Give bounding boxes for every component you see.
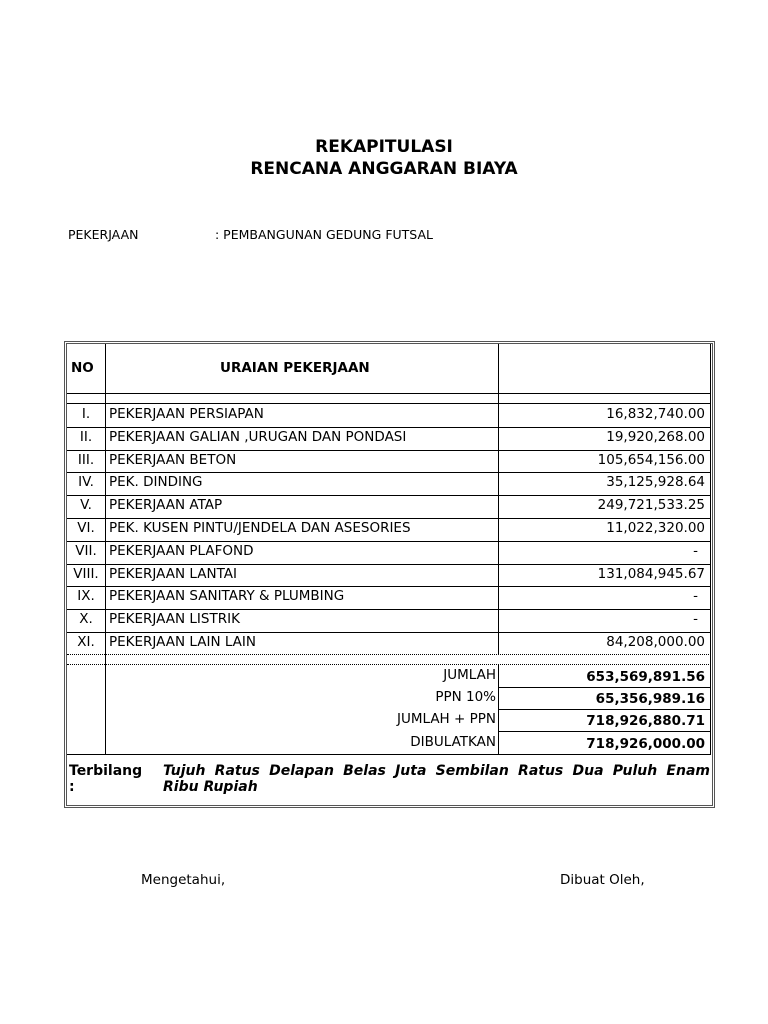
summary-divider [498, 709, 711, 710]
row-description: PEK. KUSEN PINTU/JENDELA DAN ASESORIES [109, 520, 411, 536]
summary-value: 718,926,880.71 [586, 713, 705, 729]
job-value: : PEMBANGUNAN GEDUNG FUTSAL [215, 227, 433, 242]
document-subtitle: RENCANA ANGGARAN BIAYA [250, 159, 518, 179]
row-description: PEKERJAAN PERSIAPAN [109, 406, 264, 422]
row-amount: 16,832,740.00 [606, 406, 705, 422]
row-number: I. [81, 406, 91, 422]
row-number: VIII. [73, 565, 99, 582]
row-description: PEKERJAAN PLAFOND [109, 542, 254, 559]
row-divider [67, 427, 711, 428]
row-divider [67, 495, 711, 496]
signature-right: Dibuat Oleh, [560, 872, 645, 888]
row-amount: - [693, 542, 698, 559]
row-description: PEKERJAAN SANITARY & PLUMBING [109, 588, 345, 605]
summary-value: 65,356,989.16 [595, 691, 705, 707]
row-amount: 84,208,000.00 [606, 634, 705, 650]
signature-left: Mengetahui, [141, 872, 226, 888]
terbilang-text: Tujuh Ratus Delapan Belas Juta Sembilan Ratus Dua Puluh Enam Ribu Rupiah [163, 763, 710, 795]
header-no: NO [71, 360, 94, 376]
row-divider [67, 518, 711, 519]
header-description: URAIAN PEKERJAAN [220, 360, 370, 376]
row-divider [67, 632, 711, 633]
row-number: XI. [77, 634, 95, 650]
row-divider [67, 541, 711, 542]
row-description: PEKERJAAN LANTAI [109, 565, 237, 582]
summary-value: 718,926,000.00 [586, 736, 705, 752]
summary-label: JUMLAH [443, 667, 496, 683]
col-divider-amount [498, 344, 499, 654]
row-amount: 249,721,533.25 [597, 497, 705, 514]
document-title: REKAPITULASI [315, 137, 453, 157]
header-gap-line [67, 403, 711, 404]
summary-top-line [67, 664, 711, 665]
row-number: X. [79, 611, 93, 628]
summary-label: DIBULATKAN [410, 734, 496, 750]
row-amount: 11,022,320.00 [606, 520, 705, 536]
row-divider [67, 472, 711, 473]
terbilang-label: Terbilang : [69, 763, 143, 795]
row-description: PEKERJAAN LISTRIK [109, 611, 240, 628]
col-divider-right [710, 344, 711, 754]
row-amount: - [693, 611, 698, 628]
row-divider [67, 564, 711, 565]
row-number: IV. [78, 474, 94, 491]
row-description: PEKERJAAN ATAP [109, 497, 223, 514]
row-divider [67, 586, 711, 587]
row-number: IX. [77, 588, 95, 605]
row-description: PEKERJAAN BETON [109, 451, 237, 468]
row-description: PEKERJAAN LAIN LAIN [109, 634, 256, 650]
row-divider [67, 609, 711, 610]
row-description: PEK. DINDING [109, 474, 203, 491]
row-divider [67, 450, 711, 451]
row-description: PEKERJAAN GALIAN ,URUGAN DAN PONDASI [109, 428, 407, 445]
row-amount: - [693, 588, 698, 605]
header-bottom-line [67, 393, 711, 394]
row-number: III. [77, 451, 95, 468]
row-number: VII. [75, 542, 97, 559]
row-number: VI. [77, 520, 95, 536]
summary-label: PPN 10% [435, 689, 496, 705]
row-amount: 131,084,945.67 [597, 565, 705, 582]
row-amount: 105,654,156.00 [597, 451, 705, 468]
summary-label: JUMLAH + PPN [396, 711, 496, 727]
summary-divider [498, 687, 711, 688]
body-bottom-line [67, 654, 711, 655]
summary-bottom-line [67, 754, 711, 755]
row-number: II. [79, 428, 93, 445]
summary-divider [498, 731, 711, 732]
col-divider-no [105, 344, 106, 754]
row-number: V. [80, 497, 92, 514]
row-amount: 35,125,928.64 [606, 474, 705, 491]
job-label: PEKERJAAN [68, 227, 139, 242]
row-amount: 19,920,268.00 [606, 428, 705, 445]
summary-value: 653,569,891.56 [586, 669, 705, 685]
